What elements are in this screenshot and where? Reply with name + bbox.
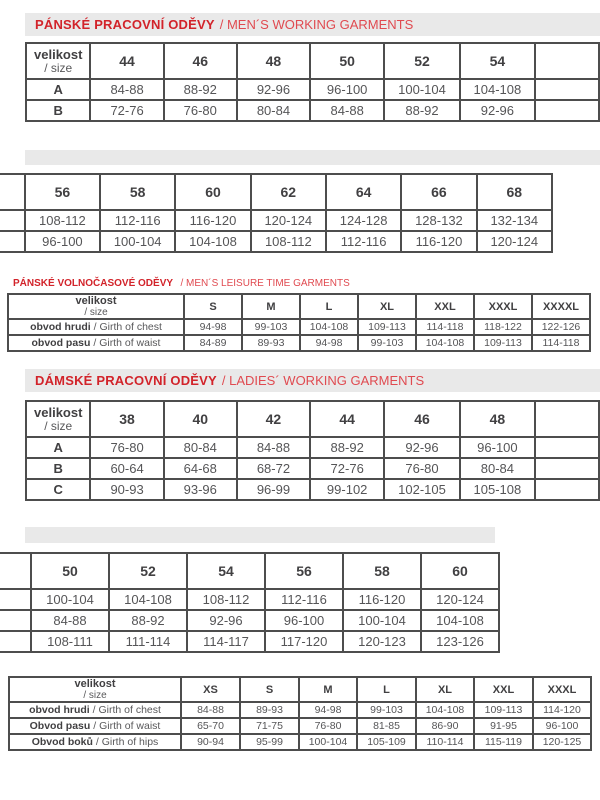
section-title-cz: PÁNSKÉ VOLNOČASOVÉ ODĚVY (13, 278, 174, 289)
size-label-corner (26, 401, 90, 437)
value-cell: 115-119 (474, 734, 533, 750)
value-cell: 72-76 (310, 458, 384, 479)
table-mens-working-sizes-56-68 (0, 173, 553, 253)
value-cell: 99-103 (357, 702, 416, 718)
table-row (0, 210, 552, 231)
size-column-header: XL (416, 677, 474, 702)
clipped-cell (535, 437, 599, 458)
value-cell: 89-93 (242, 335, 300, 351)
value-cell: 105-108 (460, 479, 535, 500)
size-column-header: 66 (401, 174, 476, 210)
clipped-column-header (535, 43, 599, 79)
row-header (9, 734, 181, 750)
value-cell: 84-88 (237, 437, 310, 458)
value-cell: 94-98 (300, 335, 358, 351)
value-cell: 99-102 (310, 479, 384, 500)
size-column-header: 64 (326, 174, 401, 210)
row-header: A (26, 437, 90, 458)
size-column-header: 46 (384, 401, 459, 437)
value-cell: 95-99 (240, 734, 299, 750)
value-cell: 84-88 (310, 100, 384, 121)
value-cell: 102-105 (384, 479, 459, 500)
table-mens-leisure-sizes (7, 293, 591, 352)
size-label-corner (26, 43, 90, 79)
table-row (0, 589, 499, 610)
value-cell: 80-84 (164, 437, 237, 458)
value-cell: 96-100 (310, 79, 384, 100)
value-cell: 84-88 (31, 610, 109, 631)
table-ladies-measurements (8, 676, 592, 751)
value-cell: 92-96 (460, 100, 535, 121)
value-cell: 68-72 (237, 458, 310, 479)
section-title-en: / MEN´S LEISURE TIME GARMENTS (180, 278, 350, 289)
value-cell: 96-100 (460, 437, 535, 458)
row-label-cz: Obvod pasu (29, 720, 91, 732)
value-cell: 94-98 (184, 319, 242, 335)
size-column-header: XXXXL (532, 294, 590, 319)
value-cell: 123-126 (421, 631, 499, 652)
value-cell: 71-75 (240, 718, 299, 734)
section-header-mens-leisure (13, 273, 350, 291)
table-row (8, 319, 590, 335)
row-label-cz: obvod hrudi (29, 704, 90, 716)
corner-label-cz: velikost (34, 405, 83, 420)
table-row (26, 479, 599, 500)
row-header: A (26, 79, 90, 100)
size-column-header: 48 (460, 401, 535, 437)
size-column-header: 44 (310, 401, 384, 437)
row-label-en: / Girth of chest (89, 704, 161, 716)
size-column-header: XXXL (533, 677, 591, 702)
value-cell: 65-70 (181, 718, 240, 734)
value-cell: 84-89 (184, 335, 242, 351)
value-cell: 88-92 (164, 79, 237, 100)
row-label-en: / Girth of waist (90, 337, 161, 349)
table-row (26, 458, 599, 479)
value-cell: 96-100 (265, 610, 343, 631)
value-cell: 100-104 (299, 734, 357, 750)
size-column-header: 48 (237, 43, 310, 79)
row-label-cz: Obvod boků (31, 736, 93, 748)
corner-label-cz: velikost (74, 678, 116, 690)
size-column-header: 54 (460, 43, 535, 79)
clipped-cell (0, 631, 31, 652)
value-cell: 114-117 (187, 631, 265, 652)
size-column-header: XXL (474, 677, 533, 702)
value-cell: 109-113 (358, 319, 416, 335)
size-column-header: 56 (25, 174, 100, 210)
value-cell: 120-123 (343, 631, 421, 652)
value-cell: 88-92 (384, 100, 459, 121)
row-header: B (26, 100, 90, 121)
value-cell: 93-96 (164, 479, 237, 500)
size-column-header: 60 (421, 553, 499, 589)
size-label-corner (8, 294, 184, 319)
corner-label-en: / size (83, 690, 107, 701)
size-column-header: 50 (31, 553, 109, 589)
value-cell: 114-118 (416, 319, 474, 335)
section-divider-bar (25, 150, 600, 165)
clipped-cell (535, 100, 599, 121)
size-column-header: 52 (109, 553, 187, 589)
value-cell: 112-116 (265, 589, 343, 610)
value-cell: 117-120 (265, 631, 343, 652)
clipped-cell (0, 610, 31, 631)
value-cell: 92-96 (384, 437, 459, 458)
value-cell: 108-112 (25, 210, 100, 231)
size-column-header: XXXL (474, 294, 532, 319)
section-title-cz: DÁMSKÉ PRACOVNÍ ODĚVY (35, 373, 217, 388)
size-column-header: 44 (90, 43, 163, 79)
clipped-column-header (0, 174, 25, 210)
size-column-header: 50 (310, 43, 384, 79)
size-column-header: L (357, 677, 416, 702)
clipped-cell (0, 589, 31, 610)
value-cell: 81-85 (357, 718, 416, 734)
value-cell: 89-93 (240, 702, 299, 718)
value-cell: 116-120 (175, 210, 250, 231)
row-header: C (26, 479, 90, 500)
value-cell: 120-125 (533, 734, 591, 750)
clipped-column-header (0, 553, 31, 589)
value-cell: 105-109 (357, 734, 416, 750)
value-cell: 114-120 (533, 702, 591, 718)
header-row (8, 294, 590, 319)
table-row (0, 231, 552, 252)
value-cell: 111-114 (109, 631, 187, 652)
value-cell: 118-122 (474, 319, 532, 335)
value-cell: 80-84 (237, 100, 310, 121)
size-column-header: 40 (164, 401, 237, 437)
row-label-en: / Girth of waist (90, 720, 161, 732)
clipped-column-header (535, 401, 599, 437)
size-column-header: 58 (343, 553, 421, 589)
size-column-header: 46 (164, 43, 237, 79)
value-cell: 108-112 (251, 231, 326, 252)
row-label-en: / Girth of chest (90, 321, 162, 333)
value-cell: 99-103 (242, 319, 300, 335)
size-column-header: S (240, 677, 299, 702)
value-cell: 112-116 (100, 210, 175, 231)
value-cell: 108-112 (187, 589, 265, 610)
size-column-header: 52 (384, 43, 459, 79)
value-cell: 108-111 (31, 631, 109, 652)
size-column-header: 56 (265, 553, 343, 589)
table-row (0, 610, 499, 631)
value-cell: 104-108 (416, 702, 474, 718)
header-row (9, 677, 591, 702)
size-column-header: XL (358, 294, 416, 319)
value-cell: 100-104 (31, 589, 109, 610)
value-cell: 132-134 (477, 210, 552, 231)
size-column-header: M (299, 677, 357, 702)
table-row (26, 100, 599, 121)
value-cell: 72-76 (90, 100, 163, 121)
value-cell: 76-80 (384, 458, 459, 479)
value-cell: 76-80 (90, 437, 163, 458)
table-row (26, 437, 599, 458)
row-header (9, 718, 181, 734)
value-cell: 100-104 (100, 231, 175, 252)
value-cell: 99-103 (358, 335, 416, 351)
row-label-cz: obvod hrudi (30, 321, 91, 333)
clipped-cell (535, 79, 599, 100)
size-column-header: 62 (251, 174, 326, 210)
value-cell: 104-108 (175, 231, 250, 252)
size-label-corner (9, 677, 181, 702)
value-cell: 114-118 (532, 335, 590, 351)
section-header-mens-working (25, 13, 600, 36)
value-cell: 104-108 (416, 335, 474, 351)
size-column-header: 68 (477, 174, 552, 210)
value-cell: 90-93 (90, 479, 163, 500)
row-label-en: / Girth of hips (92, 736, 159, 748)
table-row (9, 718, 591, 734)
section-title-cz: PÁNSKÉ PRACOVNÍ ODĚVY (35, 17, 215, 32)
table-mens-working-sizes-44-54 (25, 42, 600, 122)
table-row (9, 702, 591, 718)
table-ladies-working-sizes-38-48 (25, 400, 600, 501)
row-header (8, 335, 184, 351)
value-cell: 116-120 (401, 231, 476, 252)
value-cell: 96-99 (237, 479, 310, 500)
value-cell: 94-98 (299, 702, 357, 718)
section-divider-bar (25, 527, 495, 543)
value-cell: 91-95 (474, 718, 533, 734)
table-row (0, 631, 499, 652)
value-cell: 116-120 (343, 589, 421, 610)
value-cell: 84-88 (90, 79, 163, 100)
size-column-header: 38 (90, 401, 163, 437)
table-row (8, 335, 590, 351)
value-cell: 80-84 (460, 458, 535, 479)
value-cell: 90-94 (181, 734, 240, 750)
row-header (8, 319, 184, 335)
value-cell: 86-90 (416, 718, 474, 734)
value-cell: 128-132 (401, 210, 476, 231)
value-cell: 64-68 (164, 458, 237, 479)
value-cell: 76-80 (164, 100, 237, 121)
row-header: B (26, 458, 90, 479)
size-column-header: S (184, 294, 242, 319)
value-cell: 96-100 (25, 231, 100, 252)
size-column-header: 58 (100, 174, 175, 210)
clipped-cell (535, 458, 599, 479)
corner-label-en: / size (44, 419, 73, 433)
table-row (9, 734, 591, 750)
value-cell: 109-113 (474, 335, 532, 351)
table-ladies-working-sizes-50-60 (0, 552, 500, 653)
header-row (26, 43, 599, 79)
size-column-header: 60 (175, 174, 250, 210)
header-row (26, 401, 599, 437)
size-column-header: 54 (187, 553, 265, 589)
value-cell: 120-124 (421, 589, 499, 610)
value-cell: 120-124 (477, 231, 552, 252)
size-column-header: L (300, 294, 358, 319)
value-cell: 110-114 (416, 734, 474, 750)
value-cell: 92-96 (237, 79, 310, 100)
value-cell: 84-88 (181, 702, 240, 718)
value-cell: 60-64 (90, 458, 163, 479)
header-row (0, 553, 499, 589)
size-column-header: M (242, 294, 300, 319)
value-cell: 104-108 (109, 589, 187, 610)
size-column-header: XS (181, 677, 240, 702)
section-title-en: / LADIES´ WORKING GARMENTS (221, 373, 425, 388)
corner-label-en: / size (44, 61, 73, 75)
value-cell: 112-116 (326, 231, 401, 252)
size-column-header: 42 (237, 401, 310, 437)
value-cell: 88-92 (310, 437, 384, 458)
size-column-header: XXL (416, 294, 474, 319)
row-label-cz: obvod pasu (31, 337, 91, 349)
value-cell: 120-124 (251, 210, 326, 231)
section-title-en: / MEN´S WORKING GARMENTS (219, 17, 414, 32)
table-row (26, 79, 599, 100)
value-cell: 124-128 (326, 210, 401, 231)
section-header-ladies-working (25, 369, 600, 392)
value-cell: 104-108 (300, 319, 358, 335)
clipped-cell (0, 210, 25, 231)
value-cell: 100-104 (343, 610, 421, 631)
corner-label-cz: velikost (34, 47, 83, 62)
value-cell: 96-100 (533, 718, 591, 734)
clipped-cell (535, 479, 599, 500)
value-cell: 109-113 (474, 702, 533, 718)
value-cell: 100-104 (384, 79, 459, 100)
corner-label-en: / size (84, 307, 108, 318)
value-cell: 88-92 (109, 610, 187, 631)
row-header (9, 702, 181, 718)
clipped-cell (0, 231, 25, 252)
value-cell: 92-96 (187, 610, 265, 631)
header-row (0, 174, 552, 210)
value-cell: 104-108 (421, 610, 499, 631)
value-cell: 122-126 (532, 319, 590, 335)
value-cell: 76-80 (299, 718, 357, 734)
corner-label-cz: velikost (75, 295, 117, 307)
value-cell: 104-108 (460, 79, 535, 100)
